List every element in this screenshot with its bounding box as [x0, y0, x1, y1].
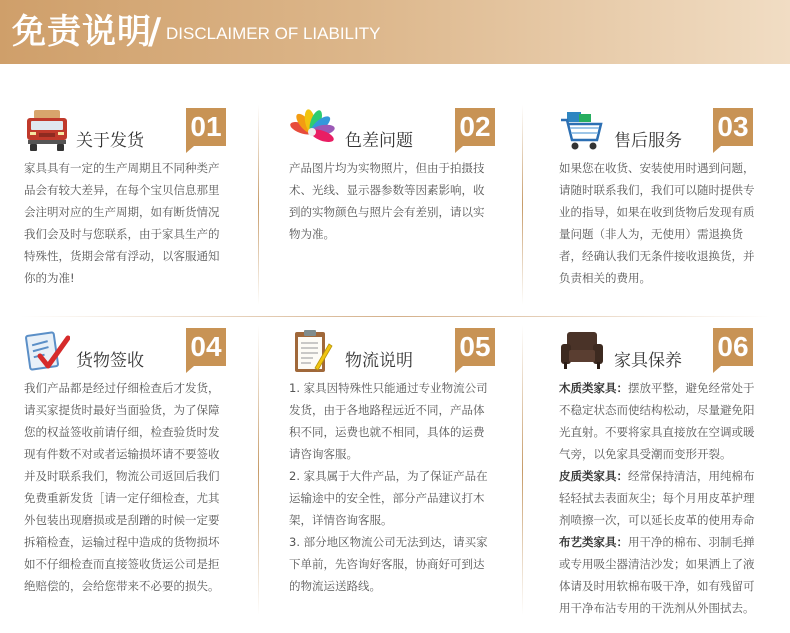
card-shipping [24, 108, 259, 298]
card-body [289, 377, 494, 597]
card-paragraph: 家具具有一定的生产周期且不同种类产品会有较大差异，在每个宝贝信息那里会注明对应的生产周期，如有断货情况我们会及时与您联系，由于家具生产的特殊性，货期会常有浮动，以客服通知你的为准! [24, 161, 220, 285]
care-label: 木质类家具： [559, 381, 628, 395]
care-text: 摆放平整，避免经常处于不稳定状态而使结构松动，尽量避免阳光直射。不要将家具直接放在空调或暖气旁，以免家具受潮而变形开裂。 [559, 381, 755, 461]
card-number-badge: 03 [713, 108, 753, 146]
card-body [24, 157, 229, 289]
card-paragraph: 产品图片均为实物照片，但由于拍摄技术、光线、显示器参数等因素影响，收到的实物颜色与照片会有差别，请以实物为准。 [289, 161, 485, 241]
checklist-icon [24, 328, 70, 374]
card-after-sales [559, 108, 790, 298]
card-title: 色差问题 [345, 131, 413, 151]
card-body [289, 157, 494, 245]
card-receipt-check [24, 328, 259, 618]
card-title: 家具保养 [614, 351, 682, 371]
card-paragraph: 我们产品都是经过仔细检查后才发货，请买家提货时最好当面验货，为了保障您的权益签收前请仔细，检查验货时发现有件数不对或者运输损坏请不要签收并及时联系我们，物流公司返回后我们免费重新发货［请一定仔细检查，尤其外包装出现磨损或是刮蹭的时候一定要拆箱检查，运输过程中造成的货物损坏如不仔细检查而直接签收货运公司是拒绝赔偿的，会给您带来不必要的损失。 [24, 381, 220, 593]
card-color-difference [289, 108, 524, 298]
clipboard-icon [289, 328, 335, 374]
delivery-truck-icon [24, 108, 70, 154]
card-title: 售后服务 [614, 131, 682, 151]
row-divider [20, 316, 770, 317]
shopping-cart-icon [559, 108, 605, 154]
header-banner [0, 0, 790, 64]
care-text: 用干净的棉布、羽制毛掸或专用吸尘器清洁沙发；如果洒上了液体请及时用软棉布吸干净，如有残留可用干净布沾专用的干洗剂从外围拭去。 [559, 535, 755, 615]
card-paragraph: 1. 家具因特殊性只能通过专业物流公司发货，由于各地路程远近不同，产品体积不同，运费也就不相同，具体的运费请咨询客服。 [289, 381, 488, 461]
banner-title-en: DISCLAIMER OF LIABILITY [166, 24, 381, 43]
care-label: 皮质类家具： [559, 469, 628, 483]
card-body [24, 377, 229, 597]
card-paragraph: 2. 家具属于大件产品，为了保证产品在运输途中的安全性，部分产品建议打木架，详情咨询客服。 [289, 469, 488, 527]
card-body [559, 377, 764, 619]
banner-title-cn: 免责说明 [12, 12, 152, 52]
care-item-fabric [559, 531, 764, 619]
card-body [559, 157, 764, 289]
card-paragraph: 如果您在收货、安装使用时遇到问题，请随时联系我们，我们可以随时提供专业的指导，如果在收到货物后发现有质量问题（非人为，无使用）需退换货者，经确认我们无条件接收退换货，并负责相关的费用。 [559, 161, 755, 285]
card-title: 关于发货 [76, 131, 144, 151]
card-title: 货物签收 [76, 351, 144, 371]
care-item-leather [559, 465, 764, 531]
card-paragraph: 3. 部分地区物流公司无法到达，请买家下单前，先咨询好客服，协商好可到达的物流运送路线。 [289, 535, 488, 593]
card-number-badge: 01 [186, 108, 226, 146]
care-label: 布艺类家具： [559, 535, 628, 549]
armchair-icon [559, 328, 605, 374]
card-furniture-care [559, 328, 790, 628]
card-number-badge: 02 [455, 108, 495, 146]
card-title: 物流说明 [345, 351, 413, 371]
care-item-wood [559, 377, 764, 465]
card-logistics [289, 328, 524, 618]
card-number-badge: 06 [713, 328, 753, 366]
care-text: 经常保持清洁，用纯棉布轻轻拭去表面灰尘；每个月用皮革护理剂喷擦一次，可以延长皮革的使用寿命 [559, 469, 755, 527]
color-swatch-icon [289, 108, 335, 154]
banner-slash: / [148, 11, 162, 52]
card-number-badge: 04 [186, 328, 226, 366]
card-number-badge: 05 [455, 328, 495, 366]
